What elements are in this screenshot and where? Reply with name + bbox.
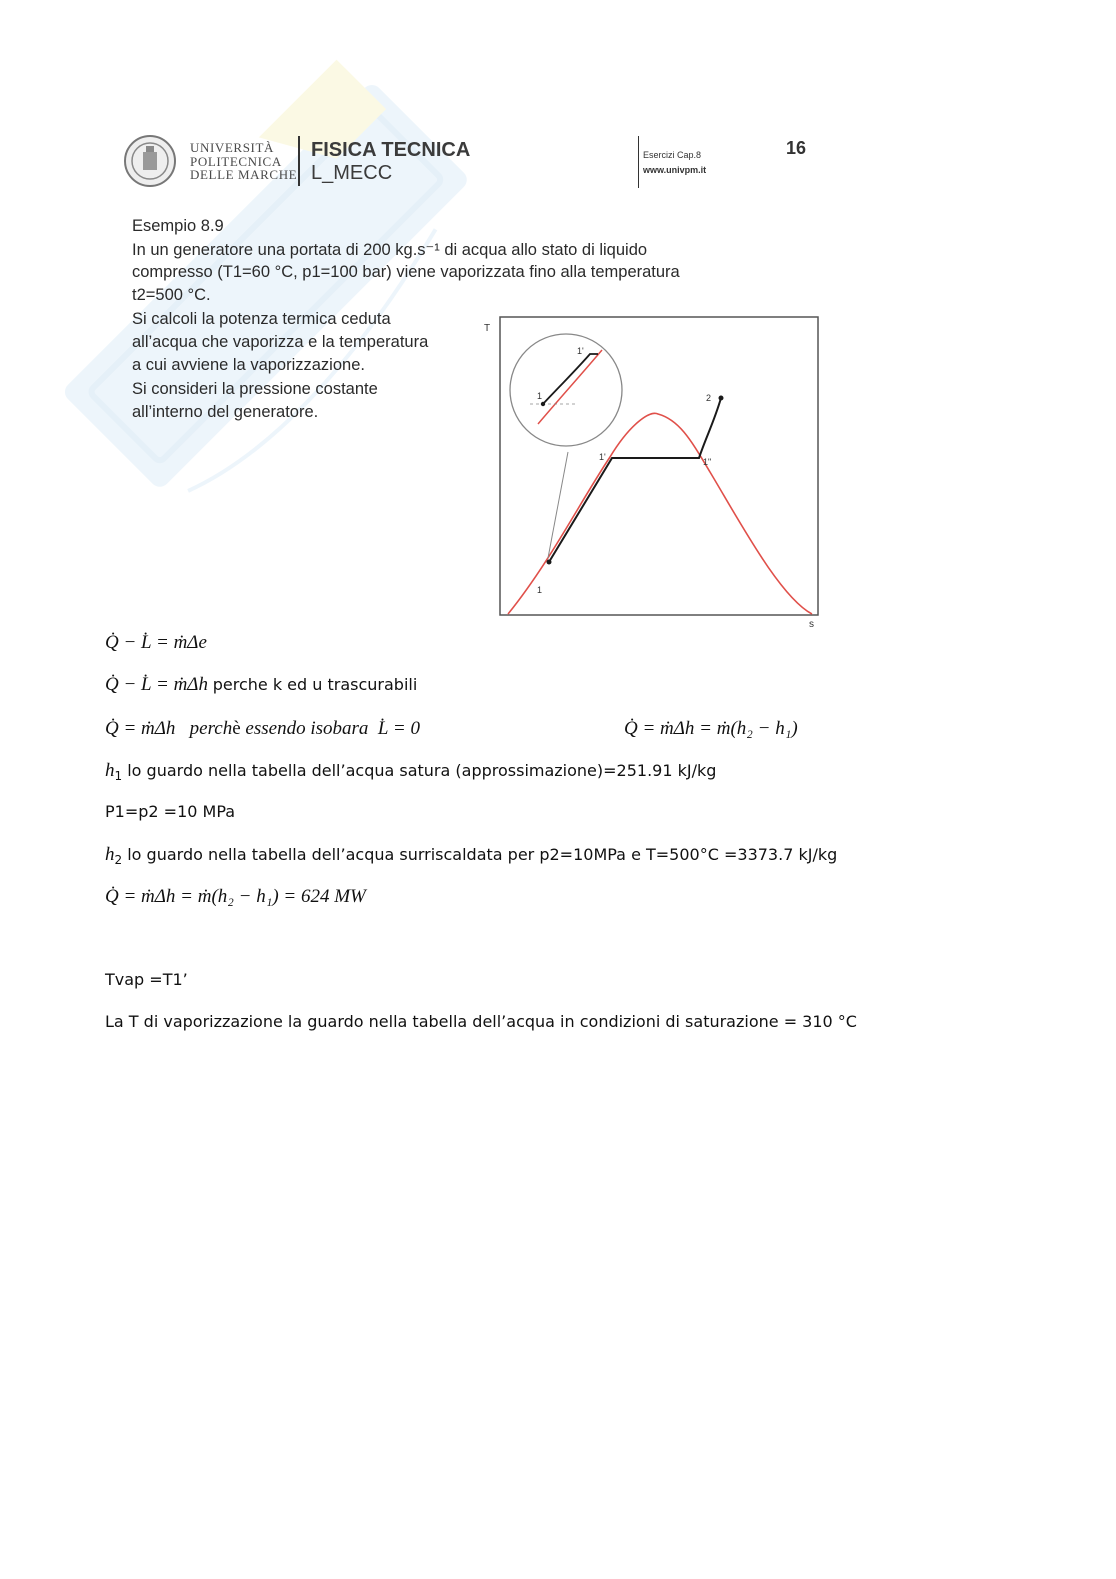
equation-note-part: è [232, 718, 241, 739]
exercise-text-line: Si consideri la pressione costante [132, 380, 378, 398]
exercise-text-line: all’interno del generatore. [132, 403, 319, 421]
exercise-text-line: all’acqua che vaporizza e la temperatura [132, 333, 429, 351]
equation: Q̇ = ṁΔh [105, 718, 176, 739]
isobaric-equation-line [105, 718, 420, 740]
reference-chapter: Esercizi Cap.8 [643, 150, 702, 160]
zoom-circle [510, 334, 622, 446]
h2-line [105, 844, 837, 867]
pressure-line: P1=p2 =10 MPa [105, 802, 236, 821]
course-code: L_MECC [311, 162, 393, 184]
work-zero: L̇ = 0 [377, 718, 420, 739]
equation: Q̇ − L̇ = ṁΔh [105, 674, 208, 695]
enthalpy-balance-line [105, 674, 417, 696]
page-number: 16 [786, 138, 807, 158]
exercise-text-line: In un generatore una portata di 200 kg.s⁻¹ di acqua allo stato di liquido [132, 241, 648, 259]
result-unit: MW [334, 886, 366, 907]
result-equation [105, 886, 366, 908]
x-axis-label: s [809, 619, 814, 630]
final-answer-line: La T di vaporizzazione la guardo nella tabella dell’acqua in condizioni di saturazione = 310 °C [105, 1012, 857, 1031]
university-seal-icon [123, 134, 177, 188]
ts-diagram [480, 312, 830, 632]
equation-note-part: essendo isobara [245, 718, 369, 739]
energy-balance-equation: Q̇ − L̇ = ṁΔe [105, 632, 207, 653]
zoom-point-1-label: 1 [537, 391, 543, 401]
equation: Q̇ = ṁΔh = ṁ(h₂ − h₁) = 624 [105, 886, 330, 907]
point-1-prime-label: 1' [599, 452, 606, 462]
equation-note-part: perch [189, 718, 233, 739]
exercise-text-line: t2=500 °C. [132, 286, 211, 304]
y-axis-label: T [484, 323, 491, 334]
heat-power-formula: Q̇ = ṁΔh = ṁ(h₂ − h₁) [624, 718, 798, 739]
university-name [190, 141, 297, 182]
exercise-text-line: Si calcoli la potenza termica ceduta [132, 310, 391, 328]
h1-text: lo guardo nella tabella dell’acqua satura (approssimazione)=251.91 kJ/kg [127, 761, 717, 780]
university-line: DELLE MARCHE [190, 167, 298, 182]
exercise-title: Esempio 8.9 [132, 217, 224, 235]
h2-text: lo guardo nella tabella dell’acqua surriscaldata per p2=10MPa e T=500°C =3373.7 kJ/kg [127, 845, 838, 864]
h2-subscript: 2 [114, 853, 123, 868]
reference-site: www.univpm.it [643, 165, 707, 175]
h1-symbol: h [105, 760, 115, 781]
course-title: FISICA TECNICA [311, 139, 471, 161]
zoom-point-1-prime-label: 1' [577, 346, 584, 356]
h1-line [105, 760, 716, 783]
point-2-marker [719, 396, 724, 401]
point-1-double-prime-label: 1" [703, 457, 712, 467]
point-1-marker [547, 560, 552, 565]
tvap-line: Tvap =T1’ [105, 970, 188, 989]
reference-divider [638, 136, 639, 188]
exercise-text-line: compresso (T1=60 °C, p1=100 bar) viene vaporizzata fino alla temperatura [132, 263, 680, 281]
watermark-logo [20, 40, 543, 560]
header-divider [298, 136, 300, 186]
university-line: UNIVERSITÀ [190, 140, 274, 155]
university-line: POLITECNICA [190, 153, 282, 169]
h2-symbol: h [105, 844, 115, 865]
equation-note: perche k ed u trascurabili [212, 675, 418, 694]
point-2-label: 2 [706, 393, 712, 403]
h1-subscript: 1 [114, 769, 123, 784]
point-1-label: 1 [537, 585, 543, 595]
exercise-text-line: a cui avviene la vaporizzazione. [132, 356, 365, 374]
zoom-point-1-marker [541, 402, 545, 406]
